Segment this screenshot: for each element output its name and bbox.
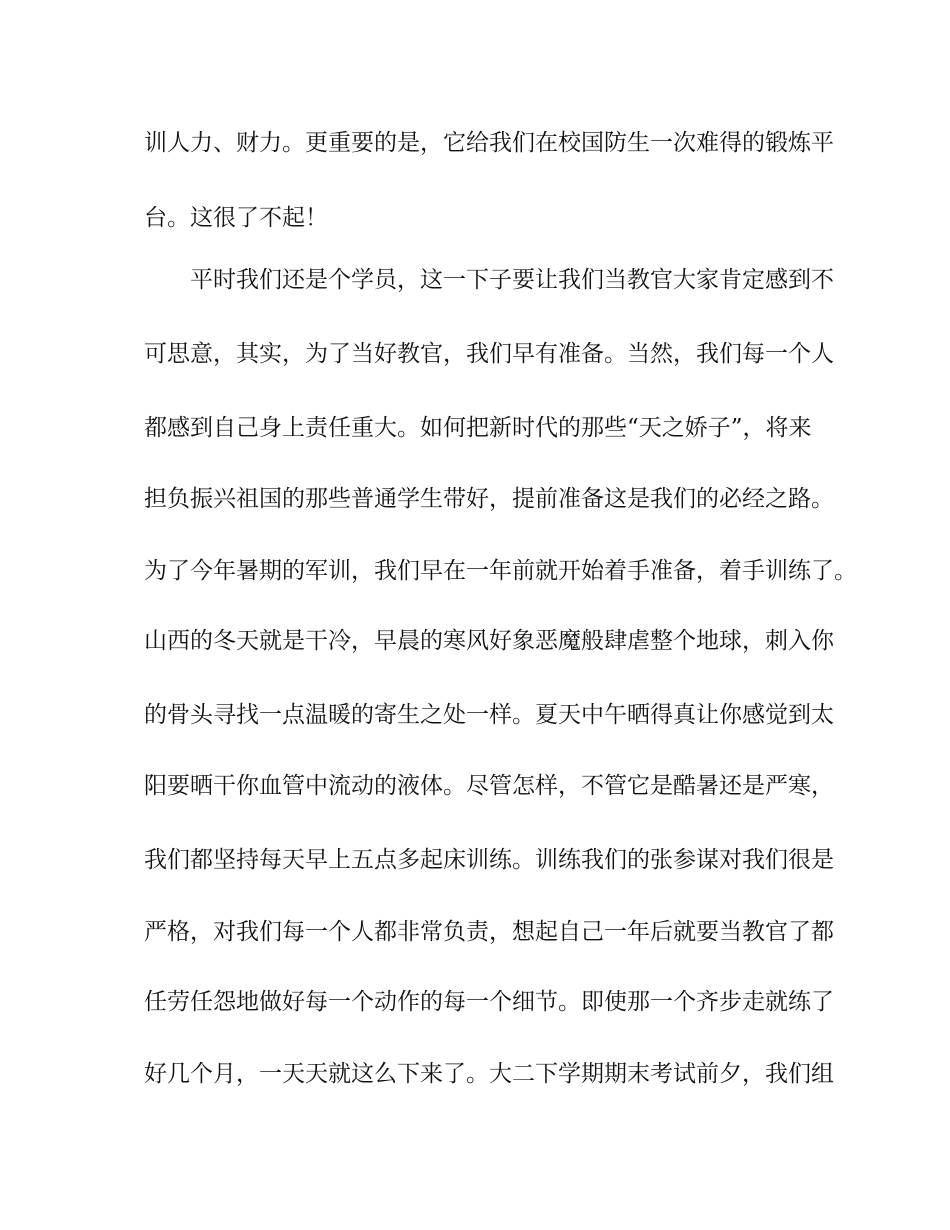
text-line-4: 可思意，其实，为了当好教官，我们早有准备。当然，我们每一个人: [144, 341, 834, 367]
text-line-6: 担负振兴祖国的那些普通学生带好，提前准备这是我们的必经之路。: [144, 486, 834, 512]
text-line-9: 的骨头寻找一点温暖的寄生之处一样。夏天中午晒得真让你感觉到太: [144, 702, 834, 728]
text-line-7: 为了今年暑期的军训，我们早在一年前就开始着手准备，着手训练了。: [144, 558, 857, 584]
text-line-5: 都感到自己身上责任重大。如何把新时代的那些“天之娇子”，将来: [144, 415, 812, 441]
paragraph-start-line: 平时我们还是个学员，这一下子要让我们当教官大家肯定感到不: [190, 267, 834, 293]
text-line-10: 阳要晒干你血管中流动的液体。尽管怎样，不管它是酷暑还是严寒，: [144, 773, 834, 799]
text-line-11: 我们都坚持每天早上五点多起床训练。训练我们的张参谋对我们很是: [144, 847, 834, 873]
text-line-12: 严格，对我们每一个人都非常负责，想起自己一年后就要当教官了都: [144, 919, 834, 945]
text-line-14: 好几个月，一天天就这么下来了。大二下学期期末考试前夕，我们组: [144, 1061, 834, 1087]
text-line-2: 台。这很了不起！: [144, 205, 328, 231]
text-line-8: 山西的冬天就是干冷，早晨的寒风好象恶魔般肆虐整个地球，刺入你: [144, 628, 834, 654]
text-line-13: 任劳任怨地做好每一个动作的每一个细节。即使那一个齐步走就练了: [144, 989, 834, 1015]
text-line-1: 训人力、财力。更重要的是，它给我们在校国防生一次难得的锻炼平: [144, 130, 834, 156]
